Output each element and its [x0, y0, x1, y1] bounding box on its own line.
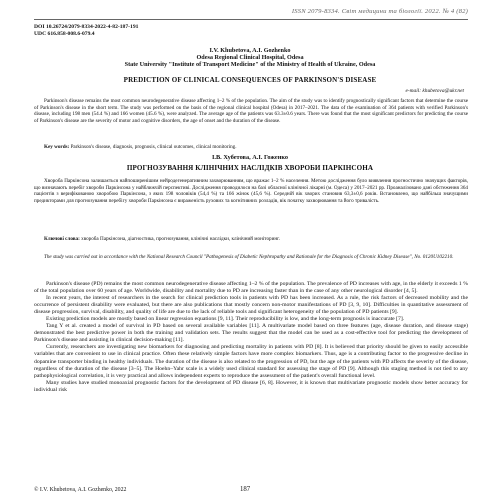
keywords-label-ua: Ключові слова:	[44, 236, 80, 242]
doi-link[interactable]: DOI 10.26724/2079-8334-2022-4-82-187-191	[34, 24, 139, 30]
article-title-en: PREDICTION OF CLINICAL CONSEQUENCES OF PARKINSON'S DISEASE	[123, 76, 377, 84]
body-paragraph: Parkinson's disease (PD) remains the most common neurodegenerative disease affecting 1–2 % of the population. The prevalence of PD increases with age, in the elderly it exceeds 1 % of the total population over 60 years of age. Worldwide, disability and mortality due to PD are increasing faster than in the case of any other neurological disorder [4, 5].	[34, 281, 468, 295]
body-paragraph: In recent years, the interest of researchers in the search for clinical prediction tools in patients with PD has been increased. As a rule, the risk factors of decreased mobility and the occurrence of persistent disability were evaluated, but there are also publications that mostly concern non-motor manifestations of PD [3, 9, 10]. Difficulties in quantitative assessment of disease progression, survival, disability, and quality of life are due to the lack of reliable tools and significant heterogeneity of the population of PD patients [9].	[34, 295, 468, 316]
journal-header: ISSN 2079-8334. Світ медицини та біології. 2022. № 4 (82)	[291, 8, 468, 15]
keywords-label-en: Key words:	[44, 144, 70, 150]
article-identifiers	[34, 24, 138, 39]
authors-block-en	[0, 47, 500, 69]
keywords-text-ua: хвороба Паркінсона, діагностика, прогнозування, клінічні наслідки, клінічний моніторинг.	[79, 236, 280, 242]
copyright-notice: © I.V. Khubetova, A.I. Gozhenko, 2022	[34, 487, 127, 493]
body-paragraph: Existing prediction models are mostly based on linear regression equations [9, 11]. Their reproducibility is low, and the long-term prognosis is inaccurate [7].	[46, 316, 405, 323]
abstract-ua: Хвороба Паркінсона залишається найпоширенішим нейродегенеративним захворюванням, що вражає 1–2 % населення. Метою дослідження було виявлення прогностично значущих факторів, що визначають перебіг хвороби Паркінсона у найближчій перспективі. Дослідження проводилося на базі обласної клінічної лікарні (м. Одеса) у 2017–2021 рр. Проаналізовано дані обстеження 364 пацієнтів з верифікованою хворобою Паркінсона, з яких 198 чоловіків (54,4 %) та 166 жінок (45,6 %). Середній вік хворих становив 63,3±0,6 років. Встановлено, що найбільш значущими предикторами для прогнозування перебігу хвороби Паркінсона є вираженість рухових та когнітивних розладів, вік початку захворювання та його тривалість.	[34, 178, 468, 204]
abstract-en: Parkinson's disease remains the most common neurodegenerative disease affecting 1–2 % of the population. The aim of the study was to identify prognostically significant factors that determine the course of Parkinson's disease in the short term. The study was performed on the basis of the regional clinical hospital (Odesa) in 2017–2021. The data of the examination of 364 patients with verified Parkinson's disease, including 198 men (54.4 %) and 166 women (45.6 %), were analyzed. The average age of the patients was 63.3±0.6 years. There was found that the most significant predictors for predicting the course of Parkinson's disease are the severity of motor and cognitive disorders, the age of onset and the duration of the disease.	[34, 98, 468, 124]
affiliation-2: State University "Institute of Transport Medicine" of the Ministry of Health of Ukraine, Odesa	[124, 61, 376, 69]
body-paragraph: Many studies have studied monoaxial prognostic factors for the development of PD disease [6, 8]. However, it is known that multivariate prognostic models show better accuracy for individual risk	[34, 379, 468, 393]
author-names-en: I.V. Khubetova, A.I. Gozhenko	[209, 47, 291, 54]
body-paragraph: Currently, researchers are investigating new biomarkers for diagnosing and predicting mortality in patients with PD [8]. It is believed that priority should be given to easily accessible variables that are convenient to use in clinical practice. Often these relatively simple factors have more complex biomarkers. Thus, age is a contributing factor to the progressive decline in dopamine transporter binding in healthy individuals. The duration of the disease is also related to the progression of PD, but the age of the patients with PD affects the severity of the disease, regardless of the duration of the disease [3–5]. The Hoehn–Yahr scale is a widely used clinical standard for assessing the stage of PD [9]. Although this staging method is not tied to any pathophysiological correlation, it is very practical and allows independent experts to reproduce the assessment of the patient's overall functional level.	[34, 344, 468, 379]
udc-code: UDC 616.858-008.6-079.4	[34, 31, 95, 38]
keywords-text-en: Parkinson's disease, diagnosis, prognosis, clinical outcomes, clinical monitoring.	[69, 144, 237, 150]
page-number: 187	[240, 486, 251, 493]
keywords-ua	[34, 236, 468, 242]
header-divider	[34, 19, 468, 20]
article-title-ua: ПРОГНОЗУВАННЯ КЛІНІЧНИХ НАСЛІДКІВ ХВОРОБИ ПАРКІНСОНА	[126, 164, 374, 172]
affiliation-1: Odesa Regional Clinical Hospital, Odesa	[196, 54, 304, 62]
article-body	[34, 281, 468, 394]
author-names-ua: І.В. Хубетова, А.І. Гоженко	[211, 154, 289, 161]
funding-note: The study was carried out in accordance with the National Research Council "Pathogenesis of Diabetic Nephropathy and Rationale for the Diagnosis of Chronic Kidney Disease", No. 0120U102210.	[44, 254, 454, 260]
contact-email[interactable]: e-mail: khubetova@ukr.net	[405, 88, 464, 94]
keywords-en	[34, 144, 468, 150]
body-paragraph: Tang Y et al. created a model of survival in PD based on several available variables [11]. A multivariate model based on three features (age, disease duration, and disease stage) demonstrated the best predictive power in both the training and validation sets. The results suggest that the model can be used as a cost-effective tool for predicting the development of Parkinson's disease and assisting in clinical decision-making [11].	[34, 323, 468, 344]
